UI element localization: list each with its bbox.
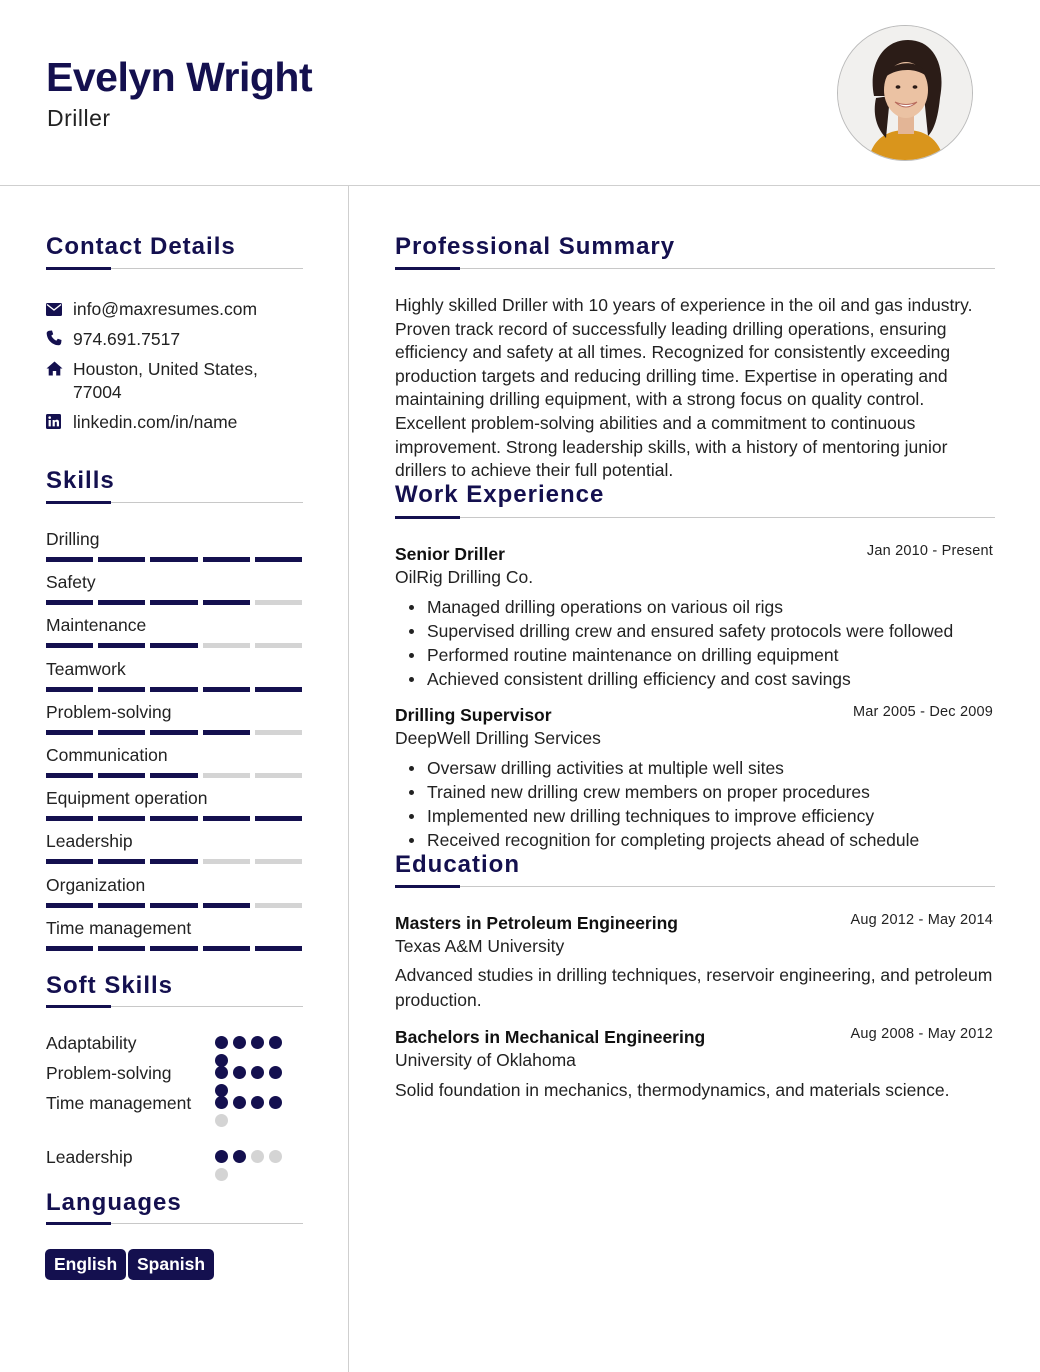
skill-name: Maintenance <box>46 615 147 635</box>
job-bullet: Implemented new drilling techniques to improve efficiency <box>408 804 998 828</box>
job-bullet: Oversaw drilling activities at multiple well sites <box>408 756 998 780</box>
skill-level-segment <box>203 903 250 908</box>
envelope-icon <box>46 298 73 321</box>
skill-level-segment <box>255 557 302 562</box>
summary-section-title: Professional Summary <box>395 233 676 260</box>
skill-level-segment <box>98 687 145 692</box>
education-section-title: Education <box>395 851 521 878</box>
soft-skill-dot <box>251 1066 264 1079</box>
skill-level-segment <box>150 730 197 735</box>
skills-section-title: Skills <box>46 467 115 494</box>
job-bullet: Trained new drilling crew members on proper procedures <box>408 780 998 804</box>
job-bullet: Received recognition for completing projects ahead of schedule <box>408 828 998 852</box>
job-entry-company: DeepWell Drilling Services <box>395 728 601 748</box>
contact-phone[interactable] <box>46 328 180 351</box>
soft-skill-dot <box>269 1096 282 1109</box>
contact-linkedin[interactable] <box>46 411 237 434</box>
languages-section-rule <box>46 1223 303 1224</box>
soft-skill-dot <box>269 1036 282 1049</box>
skill-level-segment <box>203 773 250 778</box>
soft-skill-dot <box>251 1150 264 1163</box>
skill-level-segment <box>255 773 302 778</box>
soft-skill-rating <box>215 1036 290 1067</box>
skill-level-segment <box>203 557 250 562</box>
skills-section-rule <box>46 502 303 503</box>
candidate-name: Evelyn Wright <box>46 54 313 100</box>
skill-level-segment <box>150 687 197 692</box>
education-entry-dates: Aug 2012 - May 2014 <box>850 912 993 928</box>
skill-level-segment <box>255 816 302 821</box>
column-divider <box>348 186 349 1372</box>
soft-skill-dot <box>269 1150 282 1163</box>
education-entry-dates: Aug 2008 - May 2012 <box>850 1026 993 1042</box>
phone-icon <box>46 328 73 351</box>
skill-level-segment <box>46 730 93 735</box>
contact-section-rule <box>46 268 303 269</box>
skill-level-bar <box>46 730 302 735</box>
skill-level-segment <box>255 859 302 864</box>
skill-level-segment <box>46 557 93 562</box>
profile-photo-illustration <box>838 26 973 161</box>
contact-email[interactable] <box>46 298 257 321</box>
soft-skill-rating <box>215 1066 290 1097</box>
home-icon <box>46 358 73 404</box>
education-entry-school: Texas A&M University <box>395 936 565 956</box>
soft-skills-section-title: Soft Skills <box>46 972 174 999</box>
linkedin-text: linkedin.com/in/name <box>73 412 238 432</box>
skill-level-segment <box>150 859 197 864</box>
skill-name: Safety <box>46 572 96 592</box>
soft-skill-name: Problem-solving <box>46 1063 172 1083</box>
skill-level-bar <box>46 816 302 821</box>
job-entry-bullets <box>408 595 998 691</box>
skill-level-segment <box>46 773 93 778</box>
skill-level-segment <box>98 557 145 562</box>
skill-level-segment <box>203 859 250 864</box>
skill-level-bar <box>46 859 302 864</box>
profile-photo <box>837 25 973 161</box>
skill-name: Teamwork <box>46 659 126 679</box>
job-entry-dates: Jan 2010 - Present <box>866 543 993 559</box>
skill-level-segment <box>150 946 197 951</box>
soft-skill-dot <box>269 1066 282 1079</box>
job-entry-title: Senior Driller <box>395 544 505 564</box>
soft-skill-name: Leadership <box>46 1147 133 1167</box>
soft-skill-dot <box>251 1096 264 1109</box>
job-entry-company: OilRig Drilling Co. <box>395 567 534 587</box>
education-entry-description: Advanced studies in drilling techniques, reservoir engineering, and petroleum production. <box>395 965 993 1010</box>
skill-level-segment <box>98 730 145 735</box>
education-entry-degree: Masters in Petroleum Engineering <box>395 913 678 933</box>
skill-level-segment <box>255 730 302 735</box>
skill-level-bar <box>46 643 302 648</box>
skill-level-segment <box>46 859 93 864</box>
soft-skill-name: Adaptability <box>46 1033 137 1053</box>
skill-level-segment <box>150 557 197 562</box>
skill-level-segment <box>98 859 145 864</box>
skill-level-bar <box>46 687 302 692</box>
summary-text: Highly skilled Driller with 10 years of experience in the oil and gas industry. Proven track record of successfully leading drilling operations, ensuring efficiency and safety at all times. Recognized for consistently exceeding production targets and reducing drilling time. Expertise in operating and maintaining drilling equipment, with a strong focus on quality control. Excellent problem-solving abilities and a commitment to continuous improvement. Strong leadership skills, with a history of mentoring junior drillers to achieve their full potential. <box>395 295 973 481</box>
skill-level-segment <box>46 643 93 648</box>
skill-name: Leadership <box>46 831 133 851</box>
skill-level-bar <box>46 946 302 951</box>
skill-level-segment <box>98 600 145 605</box>
soft-skill-rating <box>215 1096 290 1127</box>
education-entry-description: Solid foundation in mechanics, thermodynamics, and materials science. <box>395 1080 950 1100</box>
language-badge-spanish: Spanish <box>128 1249 214 1280</box>
skill-name: Time management <box>46 918 192 938</box>
address-text: Houston, United States, 77004 <box>73 359 258 402</box>
skill-level-segment <box>203 816 250 821</box>
skill-name: Communication <box>46 745 168 765</box>
skill-level-bar <box>46 600 302 605</box>
skill-name: Equipment operation <box>46 788 208 808</box>
skill-level-segment <box>150 643 197 648</box>
skill-level-segment <box>255 946 302 951</box>
job-bullet: Achieved consistent drilling efficiency and cost savings <box>408 667 998 691</box>
job-bullet: Supervised drilling crew and ensured safety protocols were followed <box>408 619 998 643</box>
skill-level-segment <box>150 816 197 821</box>
experience-section-title: Work Experience <box>395 481 605 508</box>
soft-skill-dot <box>215 1168 228 1181</box>
summary-section-rule <box>395 268 995 269</box>
soft-skill-dot <box>251 1036 264 1049</box>
skill-level-segment <box>46 816 93 821</box>
languages-section-title: Languages <box>46 1189 182 1216</box>
skill-level-segment <box>203 687 250 692</box>
soft-skill-dot <box>233 1096 246 1109</box>
contact-address <box>46 358 273 404</box>
soft-skill-dot <box>215 1096 228 1109</box>
skill-level-segment <box>98 903 145 908</box>
soft-skill-dot <box>233 1036 246 1049</box>
skill-level-segment <box>98 946 145 951</box>
experience-section-rule <box>395 517 995 518</box>
skill-level-segment <box>98 773 145 778</box>
soft-skills-section-rule <box>46 1006 303 1007</box>
skill-name: Organization <box>46 875 146 895</box>
linkedin-icon <box>46 411 73 434</box>
skill-level-segment <box>255 687 302 692</box>
skill-name: Drilling <box>46 529 100 549</box>
education-entry-degree: Bachelors in Mechanical Engineering <box>395 1027 706 1047</box>
soft-skill-dot <box>233 1150 246 1163</box>
job-entry-title: Drilling Supervisor <box>395 705 552 725</box>
skill-level-bar <box>46 903 302 908</box>
contact-section-title: Contact Details <box>46 233 236 260</box>
skill-level-segment <box>46 903 93 908</box>
soft-skill-dot <box>215 1066 228 1079</box>
job-entry-dates: Mar 2005 - Dec 2009 <box>852 704 993 720</box>
email-text: info@maxresumes.com <box>73 299 258 319</box>
skill-name: Problem-solving <box>46 702 172 722</box>
job-bullet: Performed routine maintenance on drilling equipment <box>408 643 998 667</box>
skill-level-bar <box>46 773 302 778</box>
skill-level-segment <box>46 687 93 692</box>
skill-level-bar <box>46 557 302 562</box>
skill-level-segment <box>150 903 197 908</box>
skill-level-segment <box>203 643 250 648</box>
skill-level-segment <box>98 643 145 648</box>
skill-level-segment <box>150 600 197 605</box>
soft-skill-dot <box>215 1114 228 1127</box>
skill-level-segment <box>255 903 302 908</box>
language-badge-english: English <box>45 1249 126 1280</box>
education-section-rule <box>395 886 995 887</box>
resume-header <box>0 0 1040 186</box>
soft-skill-dot <box>233 1066 246 1079</box>
soft-skill-name: Time management <box>46 1093 192 1113</box>
skill-level-segment <box>46 600 93 605</box>
phone-text: 974.691.7517 <box>73 329 181 349</box>
skill-level-segment <box>203 600 250 605</box>
skill-level-segment <box>46 946 93 951</box>
skill-level-segment <box>203 946 250 951</box>
soft-skill-dot <box>215 1036 228 1049</box>
education-entry-school: University of Oklahoma <box>395 1050 576 1070</box>
soft-skill-rating <box>215 1150 290 1181</box>
job-title: Driller <box>47 105 111 131</box>
job-bullet: Managed drilling operations on various oil rigs <box>408 595 998 619</box>
skill-level-segment <box>203 730 250 735</box>
skill-level-segment <box>98 816 145 821</box>
skill-level-segment <box>255 600 302 605</box>
job-entry-bullets <box>408 756 998 852</box>
soft-skill-dot <box>215 1150 228 1163</box>
skill-level-segment <box>255 643 302 648</box>
skill-level-segment <box>150 773 197 778</box>
